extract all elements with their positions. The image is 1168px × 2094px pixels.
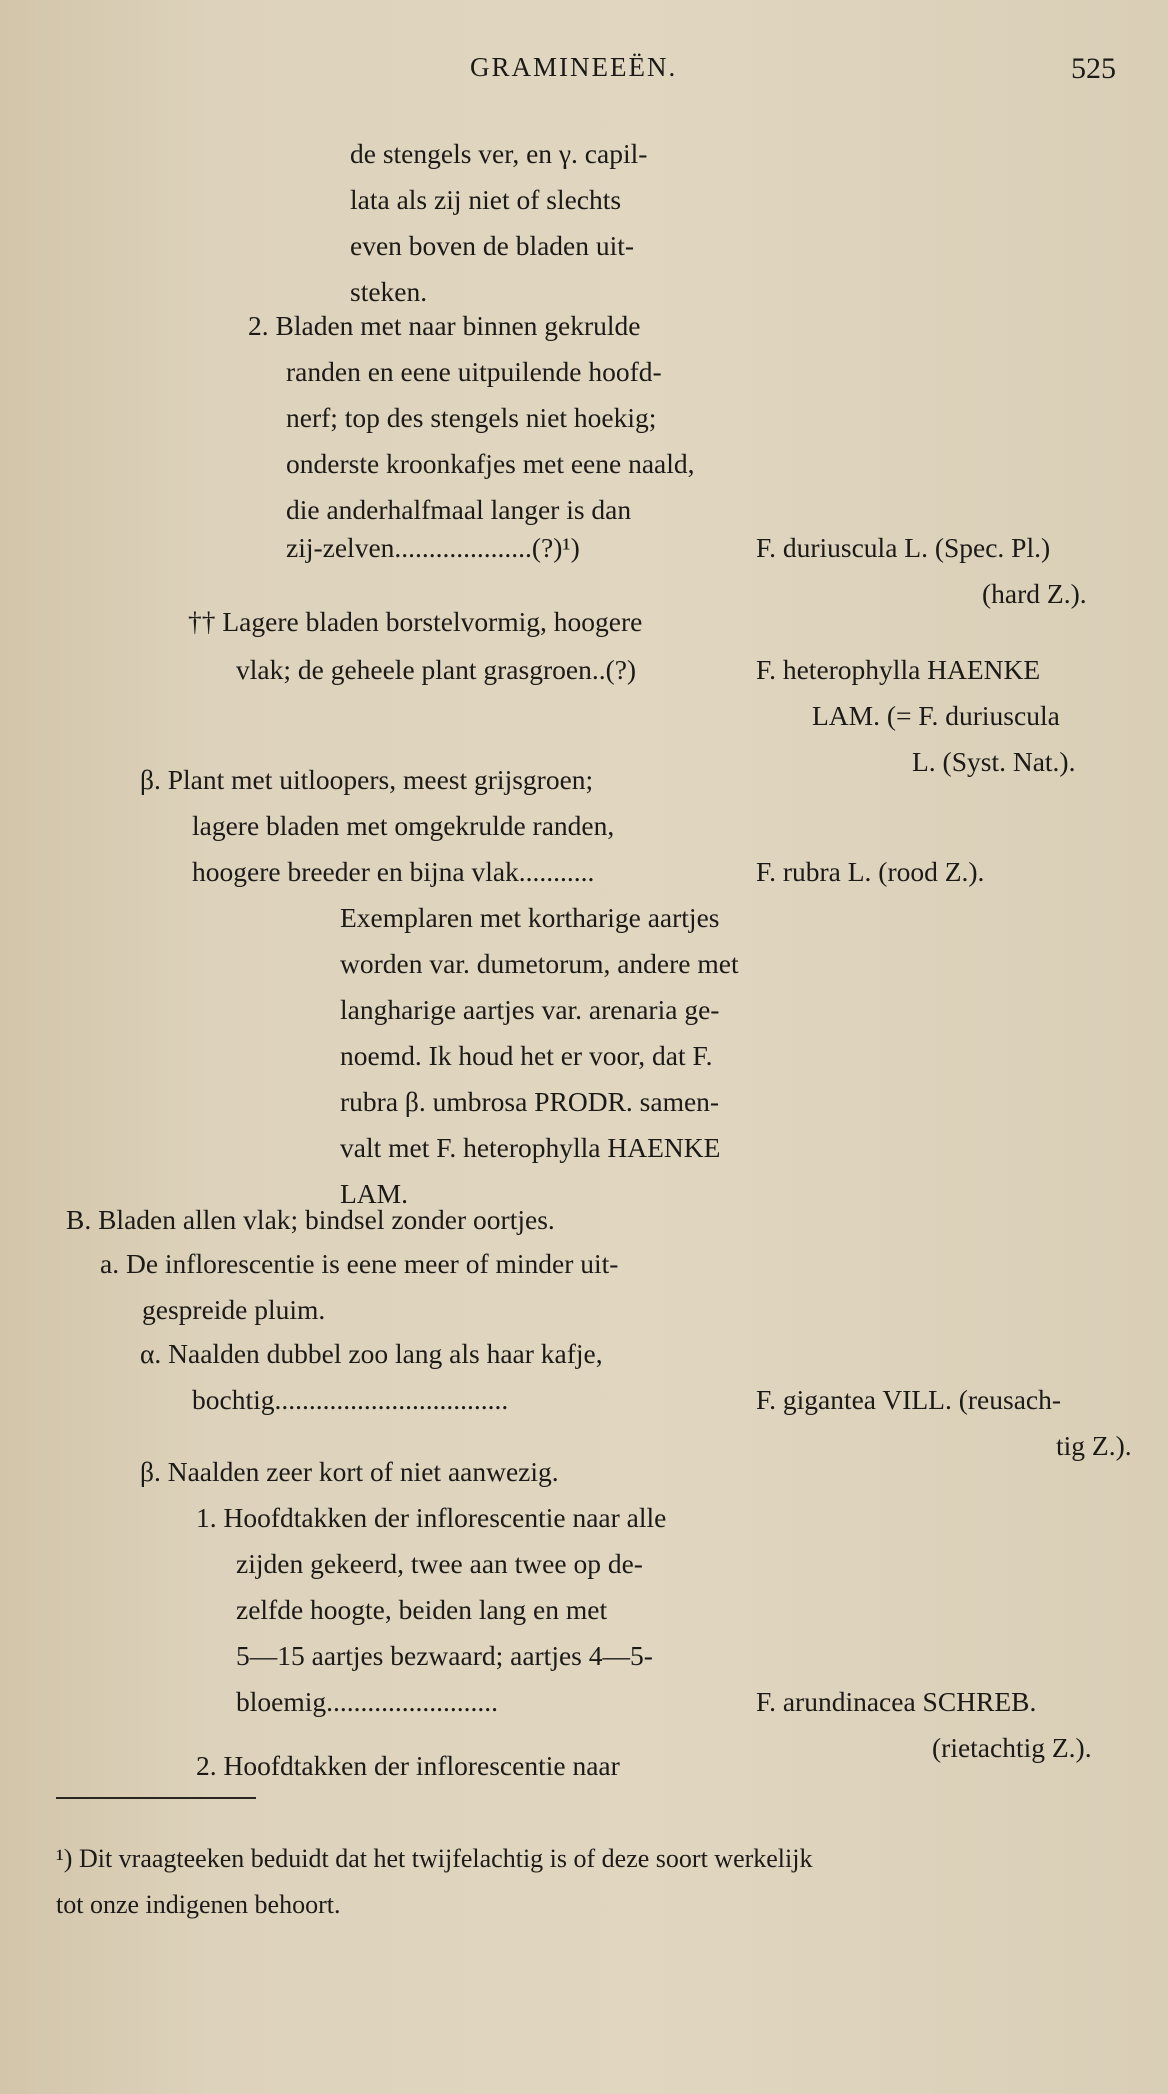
- text-line: zij-zelven....................(?)¹): [286, 532, 580, 563]
- text-line: vlak; de geheele plant grasgroen..(?): [236, 654, 637, 685]
- species-name: tig Z.).: [1056, 1430, 1132, 1461]
- text-line: worden var. dumetorum, andere met: [340, 948, 739, 979]
- species-name: F. heterophylla HAENKE: [756, 654, 1041, 685]
- text-line: zijden gekeerd, twee aan twee op de-: [236, 1548, 643, 1579]
- species-name: F. arundinacea SCHREB.: [756, 1686, 1037, 1717]
- species-name: L. (Syst. Nat.).: [912, 746, 1076, 777]
- text-line: Exemplaren met kortharige aartjes: [340, 902, 720, 933]
- text-line: 5—15 aartjes bezwaard; aartjes 4—5-: [236, 1640, 653, 1671]
- running-head: GRAMINEEËN.: [470, 52, 678, 82]
- species-name: LAM. (= F. duriuscula: [812, 700, 1060, 731]
- text-line: LAM.: [340, 1178, 408, 1209]
- footnote-line: tot onze indigenen behoort.: [56, 1890, 341, 1919]
- species-name: F. duriuscula L. (Spec. Pl.): [756, 532, 1051, 563]
- text-line: langharige aartjes var. arenaria ge-: [340, 994, 720, 1025]
- text-line: 2. Bladen met naar binnen gekrulde: [248, 310, 641, 341]
- species-name: F. gigantea VILL. (reusach-: [756, 1384, 1062, 1415]
- text-line: β. Naalden zeer kort of niet aanwezig.: [140, 1456, 559, 1487]
- text-line: even boven de bladen uit-: [350, 230, 635, 261]
- text-line: rubra β. umbrosa PRODR. samen-: [340, 1086, 720, 1117]
- text-line: †† Lagere bladen borstelvormig, hoogere: [188, 606, 643, 637]
- text-line: steken.: [350, 276, 428, 307]
- text-line: lagere bladen met omgekrulde randen,: [192, 810, 615, 841]
- species-name: F. rubra L. (rood Z.).: [756, 856, 985, 887]
- text-line: nerf; top des stengels niet hoekig;: [286, 402, 657, 433]
- text-line: hoogere breeder en bijna vlak...........: [192, 856, 595, 887]
- footnote-line: ¹) Dit vraagteeken beduidt dat het twijfelachtig is of deze soort werkelijk: [56, 1844, 813, 1873]
- species-name: (rietachtig Z.).: [932, 1732, 1092, 1763]
- text-line: B. Bladen allen vlak; bindsel zonder oortjes.: [66, 1204, 555, 1235]
- text-line: bochtig..................................: [192, 1384, 509, 1415]
- footnote-rule: [56, 1797, 256, 1799]
- text-line: valt met F. heterophylla HAENKE: [340, 1132, 721, 1163]
- text-line: die anderhalfmaal langer is dan: [286, 494, 632, 525]
- text-line: randen en eene uitpuilende hoofd-: [286, 356, 662, 387]
- text-line: gespreide pluim.: [142, 1294, 326, 1325]
- text-line: α. Naalden dubbel zoo lang als haar kafje,: [140, 1338, 603, 1369]
- text-line: 1. Hoofdtakken der inflorescentie naar alle: [196, 1502, 667, 1533]
- text-line: onderste kroonkafjes met eene naald,: [286, 448, 695, 479]
- text-line: zelfde hoogte, beiden lang en met: [236, 1594, 608, 1625]
- page-number: 525: [1071, 52, 1116, 85]
- text-line: de stengels ver, en γ. capil-: [350, 138, 648, 169]
- text-line: 2. Hoofdtakken der inflorescentie naar: [196, 1750, 620, 1781]
- text-line: noemd. Ik houd het er voor, dat F.: [340, 1040, 713, 1071]
- text-line: bloemig.........................: [236, 1686, 499, 1717]
- text-line: a. De inflorescentie is eene meer of minder uit-: [100, 1248, 619, 1279]
- text-line: lata als zij niet of slechts: [350, 184, 622, 215]
- text-line: β. Plant met uitloopers, meest grijsgroen;: [140, 764, 594, 795]
- species-name: (hard Z.).: [982, 578, 1087, 609]
